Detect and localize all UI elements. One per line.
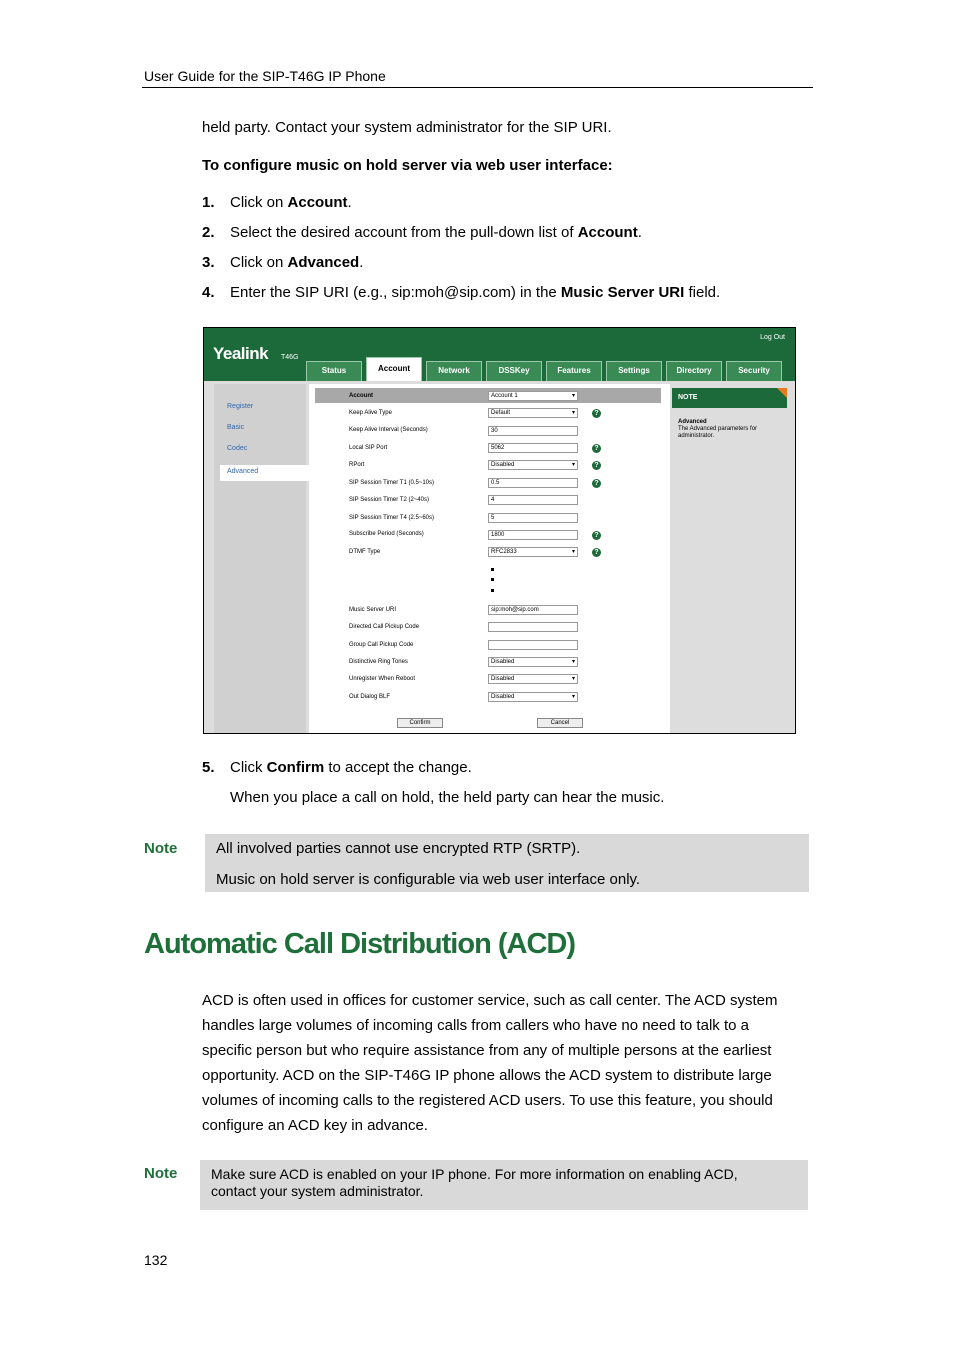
step-number: 1. xyxy=(202,194,215,211)
field-label: Distinctive Ring Tones xyxy=(349,659,408,665)
web-ui-screenshot xyxy=(203,327,796,734)
sip-timer-t4-input[interactable]: 5 xyxy=(488,513,578,523)
page-header: User Guide for the SIP-T46G IP Phone xyxy=(144,68,386,84)
menu-item-basic[interactable]: Basic xyxy=(227,424,245,431)
procedure-heading: To configure music on hold server via web user interface: xyxy=(202,157,613,174)
note-label: Note xyxy=(144,1165,178,1182)
field-label: Subscribe Period (Seconds) xyxy=(349,531,424,537)
step-ui-term: Music Server URI xyxy=(560,284,685,301)
ellipsis-dot xyxy=(491,578,494,581)
note-line: All involved parties cannot use encrypted RTP (SRTP). xyxy=(216,840,581,857)
step-text: . xyxy=(347,194,352,211)
step-text: Select the desired account from the pull-down list of xyxy=(230,224,578,241)
step-4 xyxy=(202,283,721,303)
tab-directory[interactable]: Directory xyxy=(666,361,722,381)
step-1 xyxy=(202,193,352,213)
field-label: Unregister When Reboot xyxy=(349,676,416,682)
help-icon[interactable]: ? xyxy=(592,479,601,488)
field-label: SIP Session Timer T2 (2~40s) xyxy=(349,497,429,503)
note-line: Music on hold server is configurable via web user interface only. xyxy=(216,871,641,888)
rport-select[interactable]: Disabled ▾ xyxy=(488,460,578,470)
step-2 xyxy=(202,223,642,243)
model-label: T46G xyxy=(281,354,299,361)
dtmf-type-select[interactable]: RFC2833 ▾ xyxy=(488,547,578,557)
ellipsis-dot xyxy=(491,568,494,571)
step-ui-term: Advanced xyxy=(287,254,360,271)
field-label: Keep Alive Type xyxy=(349,410,392,416)
header-rule xyxy=(142,87,813,88)
sip-timer-t2-input[interactable]: 4 xyxy=(488,495,578,505)
section-paragraph xyxy=(202,988,812,1138)
field-label: SIP Session Timer T1 (0.5~10s) xyxy=(349,480,434,486)
step-text: Click xyxy=(230,759,267,776)
paragraph-line: handles large volumes of incoming calls from callers who have no need to talk to a xyxy=(202,1017,749,1034)
menu-item-register[interactable]: Register xyxy=(227,403,254,410)
step-text: to accept the change. xyxy=(324,759,472,776)
field-label: Keep Alive Interval (Seconds) xyxy=(349,427,428,433)
note-corner-icon xyxy=(777,388,787,398)
field-label: SIP Session Timer T4 (2.5~60s) xyxy=(349,515,434,521)
field-label: Account xyxy=(349,393,373,399)
step-text: Enter the SIP URI (e.g., sip:moh@sip.com) in the xyxy=(230,284,561,301)
out-dialog-blf-select[interactable]: Disabled ▾ xyxy=(488,692,578,702)
help-icon[interactable]: ? xyxy=(592,531,601,540)
ellipsis-dot xyxy=(491,589,494,592)
intro-continuation: held party. Contact your system administrator for the SIP URI. xyxy=(202,119,612,136)
logout-link[interactable]: Log Out xyxy=(760,334,785,341)
account-select[interactable]: Account 1 ▾ xyxy=(488,391,578,401)
paragraph-line: ACD is often used in offices for customer service, such as call center. The ACD system xyxy=(202,992,778,1009)
keep-alive-type-select[interactable]: Default ▾ xyxy=(488,408,578,418)
note-line: contact your system administrator. xyxy=(211,1183,424,1199)
subscribe-period-input[interactable]: 1800 xyxy=(488,530,578,540)
step-3 xyxy=(202,253,364,273)
tab-status[interactable]: Status xyxy=(306,361,362,381)
field-label: Out Dialog BLF xyxy=(349,694,391,700)
field-label: Directed Call Pickup Code xyxy=(349,624,420,630)
paragraph-line: configure an ACD key in advance. xyxy=(202,1117,428,1134)
page-number: 132 xyxy=(144,1252,168,1268)
keep-alive-interval-input[interactable]: 30 xyxy=(488,426,578,436)
menu-item-codec[interactable]: Codec xyxy=(227,445,248,452)
web-ui-left-menu xyxy=(214,384,306,733)
field-label: DTMF Type xyxy=(349,549,381,555)
step-ui-term: Confirm xyxy=(266,759,325,776)
step-text: Click on xyxy=(230,254,288,271)
yealink-logo: Yealink xyxy=(213,344,269,363)
field-label: Local SIP Port xyxy=(349,445,388,451)
help-icon[interactable]: ? xyxy=(592,548,601,557)
web-ui-form xyxy=(309,384,670,733)
help-icon[interactable]: ? xyxy=(592,444,601,453)
tab-security[interactable]: Security xyxy=(726,361,782,381)
unregister-reboot-select[interactable]: Disabled ▾ xyxy=(488,674,578,684)
field-label: Music Server URI xyxy=(349,607,397,613)
step-number: 4. xyxy=(202,284,215,301)
confirm-button[interactable]: Confirm xyxy=(397,718,443,728)
field-label: Group Call Pickup Code xyxy=(349,642,414,648)
paragraph-line: volumes of incoming calls to the registered ACD users. To use this feature, you should xyxy=(202,1092,773,1109)
sip-timer-t1-input[interactable]: 0.5 xyxy=(488,478,578,488)
note-box xyxy=(205,834,809,892)
help-icon[interactable]: ? xyxy=(592,461,601,470)
step-number: 5. xyxy=(202,759,215,776)
distinctive-ring-select[interactable]: Disabled ▾ xyxy=(488,657,578,667)
step-text: . xyxy=(359,254,364,271)
step-ui-term: Account xyxy=(577,224,638,241)
step-5-followup: When you place a call on hold, the held party can hear the music. xyxy=(230,789,665,806)
step-ui-term: Account xyxy=(287,194,348,211)
tab-dsskey[interactable]: DSSKey xyxy=(486,361,542,381)
cancel-button[interactable]: Cancel xyxy=(537,718,583,728)
note-line: Make sure ACD is enabled on your IP phone. For more information on enabling ACD, xyxy=(211,1166,738,1182)
music-server-uri-input[interactable]: sip:moh@sip.com xyxy=(488,605,578,615)
tab-features[interactable]: Features xyxy=(546,361,602,381)
step-text: field. xyxy=(684,284,721,301)
group-call-pickup-input[interactable] xyxy=(488,640,578,650)
tab-account[interactable]: Account xyxy=(366,357,422,381)
step-number: 2. xyxy=(202,224,215,241)
step-5 xyxy=(202,758,472,778)
note-label: Note xyxy=(144,840,178,857)
note-panel-head: NOTE xyxy=(672,388,787,408)
section-title: Automatic Call Distribution (ACD) xyxy=(144,928,575,960)
tab-settings[interactable]: Settings xyxy=(606,361,662,381)
web-ui-note-panel xyxy=(672,388,787,733)
menu-item-advanced[interactable]: Advanced xyxy=(227,468,259,475)
help-icon[interactable]: ? xyxy=(592,409,601,418)
step-text: . xyxy=(637,224,642,241)
directed-call-pickup-input[interactable] xyxy=(488,622,578,632)
step-text: Click on xyxy=(230,194,288,211)
paragraph-line: specific person but who require assistance from any of multiple persons at the earliest xyxy=(202,1042,772,1059)
note-panel-text: The Advanced parameters for administrator. xyxy=(678,426,758,439)
field-label: RPort xyxy=(349,462,365,468)
note-panel-title: Advanced xyxy=(678,419,707,425)
tab-network[interactable]: Network xyxy=(426,361,482,381)
paragraph-line: opportunity. ACD on the SIP-T46G IP phone allows the ACD system to distribute large xyxy=(202,1067,772,1084)
step-number: 3. xyxy=(202,254,215,271)
note-box xyxy=(200,1160,808,1210)
local-sip-port-input[interactable]: 5062 xyxy=(488,443,578,453)
web-ui-topbar xyxy=(204,328,795,381)
